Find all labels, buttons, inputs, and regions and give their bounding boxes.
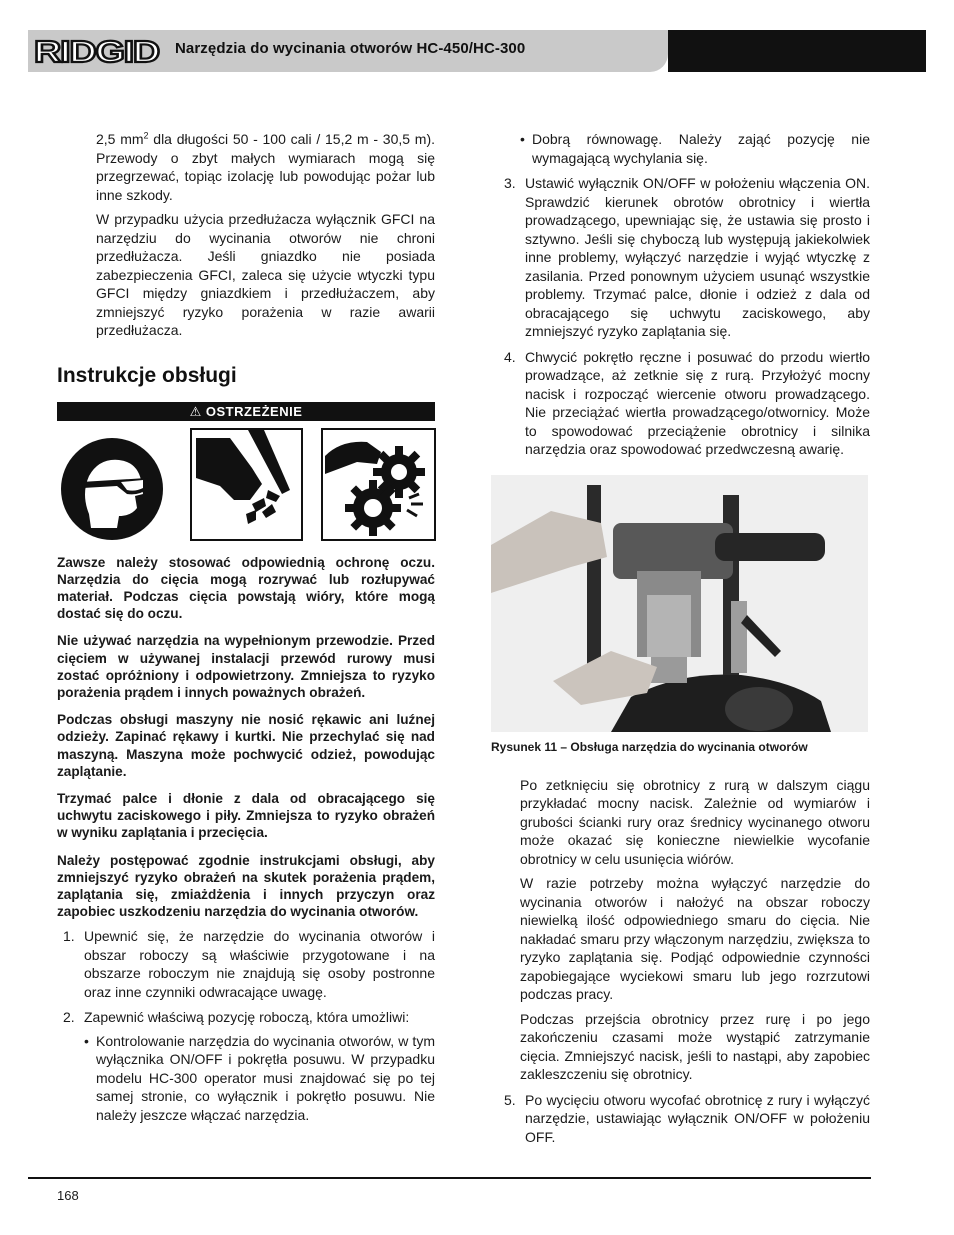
- ridgid-logo: [32, 34, 164, 68]
- bullet-list: [498, 130, 870, 167]
- superscript: 2: [143, 130, 149, 141]
- eye-protection-icon: [59, 436, 165, 542]
- warning-paragraph: Podczas obsługi maszyny nie nosić rękawic ani luźnej odzieży. Zapinać rękawy i kurtki. Nie przechylać się nad maszyną. Maszyna może pochwycić odzież, powodując zaplątanie.: [57, 712, 435, 779]
- step-text: Upewnić się, że narzędzie do wycinania otworów i obszar roboczy są właściwie przygotowane i na obszarze roboczym nie znajdują się osoby postronne oraz inne czynniki odwracające uwagę.: [84, 928, 435, 1000]
- warning-triangle-icon: ⚠: [189, 403, 202, 419]
- operation-photo: [491, 475, 868, 732]
- step-number: 5.: [504, 1091, 516, 1108]
- steps-list: [498, 174, 870, 459]
- warning-bar: [57, 402, 435, 421]
- bullet-list: [84, 1032, 435, 1125]
- page-number: 168: [57, 1188, 79, 1203]
- bullet-mark: •: [520, 131, 525, 147]
- warning-paragraph: Zawsze należy stosować odpowiednią ochronę oczu. Narzędzia do cięcia mogą rozrywać lub rozłupywać materiał. Podczas cięcia powstają wióry, które mogą dostać się do oczu.: [57, 554, 435, 622]
- step-number: 2.: [63, 1009, 75, 1026]
- step-item: [57, 927, 435, 1001]
- ridgid-logo-text: RIDGID: [34, 34, 160, 68]
- footer-rule: [28, 1177, 871, 1179]
- step-item: [498, 1091, 870, 1147]
- step-number: 1.: [63, 928, 75, 945]
- bullet-item: [84, 1032, 435, 1125]
- header-black-block: [668, 30, 926, 72]
- intro-text-b: dla długości 50 - 100 cali / 15,2 m - 30,5 m). Przewody o zbyt małych wymiarach mogą się przegrzewać, topiąc izolację lub powodując pożar lub inne szkody.: [96, 131, 435, 203]
- section-title: Instrukcje obsługi: [57, 363, 237, 387]
- intro-paragraph-2: W przypadku użycia przedłużacza wyłącznik GFCI na narzędziu do wycinania otworów nie chroni przedłużacza. Jeśli gniazdko nie posiada zabezpieczenia GFCI, zaleca się użycie wtyczki typu GFCI między gniazdkiem i przedłużaczem, aby zmniejszyć ryzyko porażenia w razie awarii przedłużacza.: [96, 211, 435, 338]
- bullet-text: Kontrolowanie narzędzia do wycinania otworów, w tym wyłącznika ON/OFF i pokrętła posuwu. W przypadku modelu HC-300 operator musi znajdować się po tej samej stronie, co wyłącznik i pokrętło posuwu. Nie należy jeszcze włączać narzędzia.: [96, 1032, 435, 1123]
- step-item: [57, 1008, 435, 1124]
- body-paragraph: Podczas przejścia obrotnicy przez rurę i po jego zakończeniu czasami może wystąpić zatrzymanie cięcia. Zmniejszyć nacisk, jeśli to nastąpi, aby zapobiec zakleszczeniu się obrotnicy.: [520, 1010, 870, 1082]
- body-paragraph: Po zetknięciu się obrotnicy z rurą w dalszym ciągu przykładać mocny nacisk. Zależnie od wymiarów i grubości ścianki rury oraz średnicy wycinanego otworu może okazać się konieczne niewielkie wycofanie obrotnicy w celu usunięcia wiórów.: [520, 776, 870, 867]
- step-text: Po wycięciu otworu wycofać obrotnicę z rury i wyłączyć narzędzie, ustawiając wyłącznik ON/OFF w położeniu OFF.: [525, 1091, 870, 1145]
- step-number: 4.: [504, 348, 516, 365]
- header-title: Narzędzia do wycinania otworów HC-450/HC-300: [175, 40, 526, 57]
- step-text: Zapewnić właściwą pozycję roboczą, która umożliwi:: [84, 1009, 410, 1026]
- step-item: [498, 348, 870, 459]
- steps-list: [498, 1091, 870, 1147]
- bullet-mark: •: [84, 1032, 89, 1049]
- hand-cut-hazard-icon: [190, 428, 303, 541]
- warning-paragraph: Należy postępować zgodnie instrukcjami obsługi, aby zmniejszyć ryzyko obrażeń na skutek porażenia prądem, zaplątania się, zmiażdżenia i innych przyczyn oraz zapobiec uszkodzeniu narzędzia do wycinania otworów.: [57, 852, 435, 920]
- gear-entanglement-icon: [321, 428, 436, 541]
- intro-text-a: 2,5 mm: [96, 131, 144, 147]
- left-column: [57, 130, 435, 1124]
- step-number: 3.: [504, 175, 516, 191]
- figure-caption: Rysunek 11 – Obsługa narzędzia do wycinania otworów: [491, 739, 808, 754]
- body-paragraph: W razie potrzeby można wyłączyć narzędzie do wycinania otworów i nałożyć na obszar roboczy niewielką ilość odpowiedniego smaru do cięcia. Nie nakładać smaru przy włączonym narzędziu, zwiększa to ryzyko zaplątania się. Podjąć odpowiednie czynności zapobiegające wyciekowi smaru lub jego rozrzutowi podczas pracy.: [520, 875, 870, 1002]
- step-text: Ustawić wyłącznik ON/OFF w położeniu włączenia ON. Sprawdzić kierunek obrotów obrotnicy i wiertła prowadzącego, upewniając się, że ustawia się prosto i sztywno. Jeśli się chyboczą lub występują jakiekolwiek inne problemy, wyłączyć narzędzie i wyjąć wtyczkę z zasilania. Przed ponownym użyciem usunąć wszystkie problemy. Trzymać palce, dłonie i odzież z dala od obracającego się uchwytu zaciskowego, aby zmniejszyć ryzyko zaplątania się.: [525, 175, 870, 339]
- warning-label: OSTRZEŻENIE: [205, 403, 303, 419]
- step-item: [498, 174, 870, 341]
- warning-pictograms: [57, 428, 435, 548]
- right-column: [491, 130, 870, 1146]
- steps-list: [57, 927, 435, 1124]
- warning-paragraph: Trzymać palce i dłonie z dala od obracającego się uchwytu zaciskowego i piły. Zmniejsza to ryzyko obrażeń w wyniku zaplątania i przecięcia.: [57, 790, 435, 841]
- intro-paragraph-1: [57, 130, 435, 204]
- bullet-item: [520, 130, 870, 167]
- bullet-text: Dobrą równowagę. Należy zająć pozycję nie wymagającą wychylania się.: [532, 131, 870, 166]
- step-text: Chwycić pokrętło ręczne i posuwać do przodu wiertło prowadzące, aż zetknie się z rurą. Przyłożyć mocny nacisk i rozpocząć wiercenie otworu prowadzącego. Nie przeciążać wiertła prowadzącego/otwornicy. Może to spowodować przeciążenie obrotnicy i silnika narzędzia oraz spowodować przedwczesną awarię.: [525, 348, 870, 457]
- warning-paragraph: Nie używać narzędzia na wypełnionym przewodzie. Przed cięciem w używanej instalacji przewód rurowy musi zostać opróżniony i odpowietrzony. Zmniejsza to ryzyko porażenia prądem i innych poważnych obrażeń.: [57, 633, 435, 700]
